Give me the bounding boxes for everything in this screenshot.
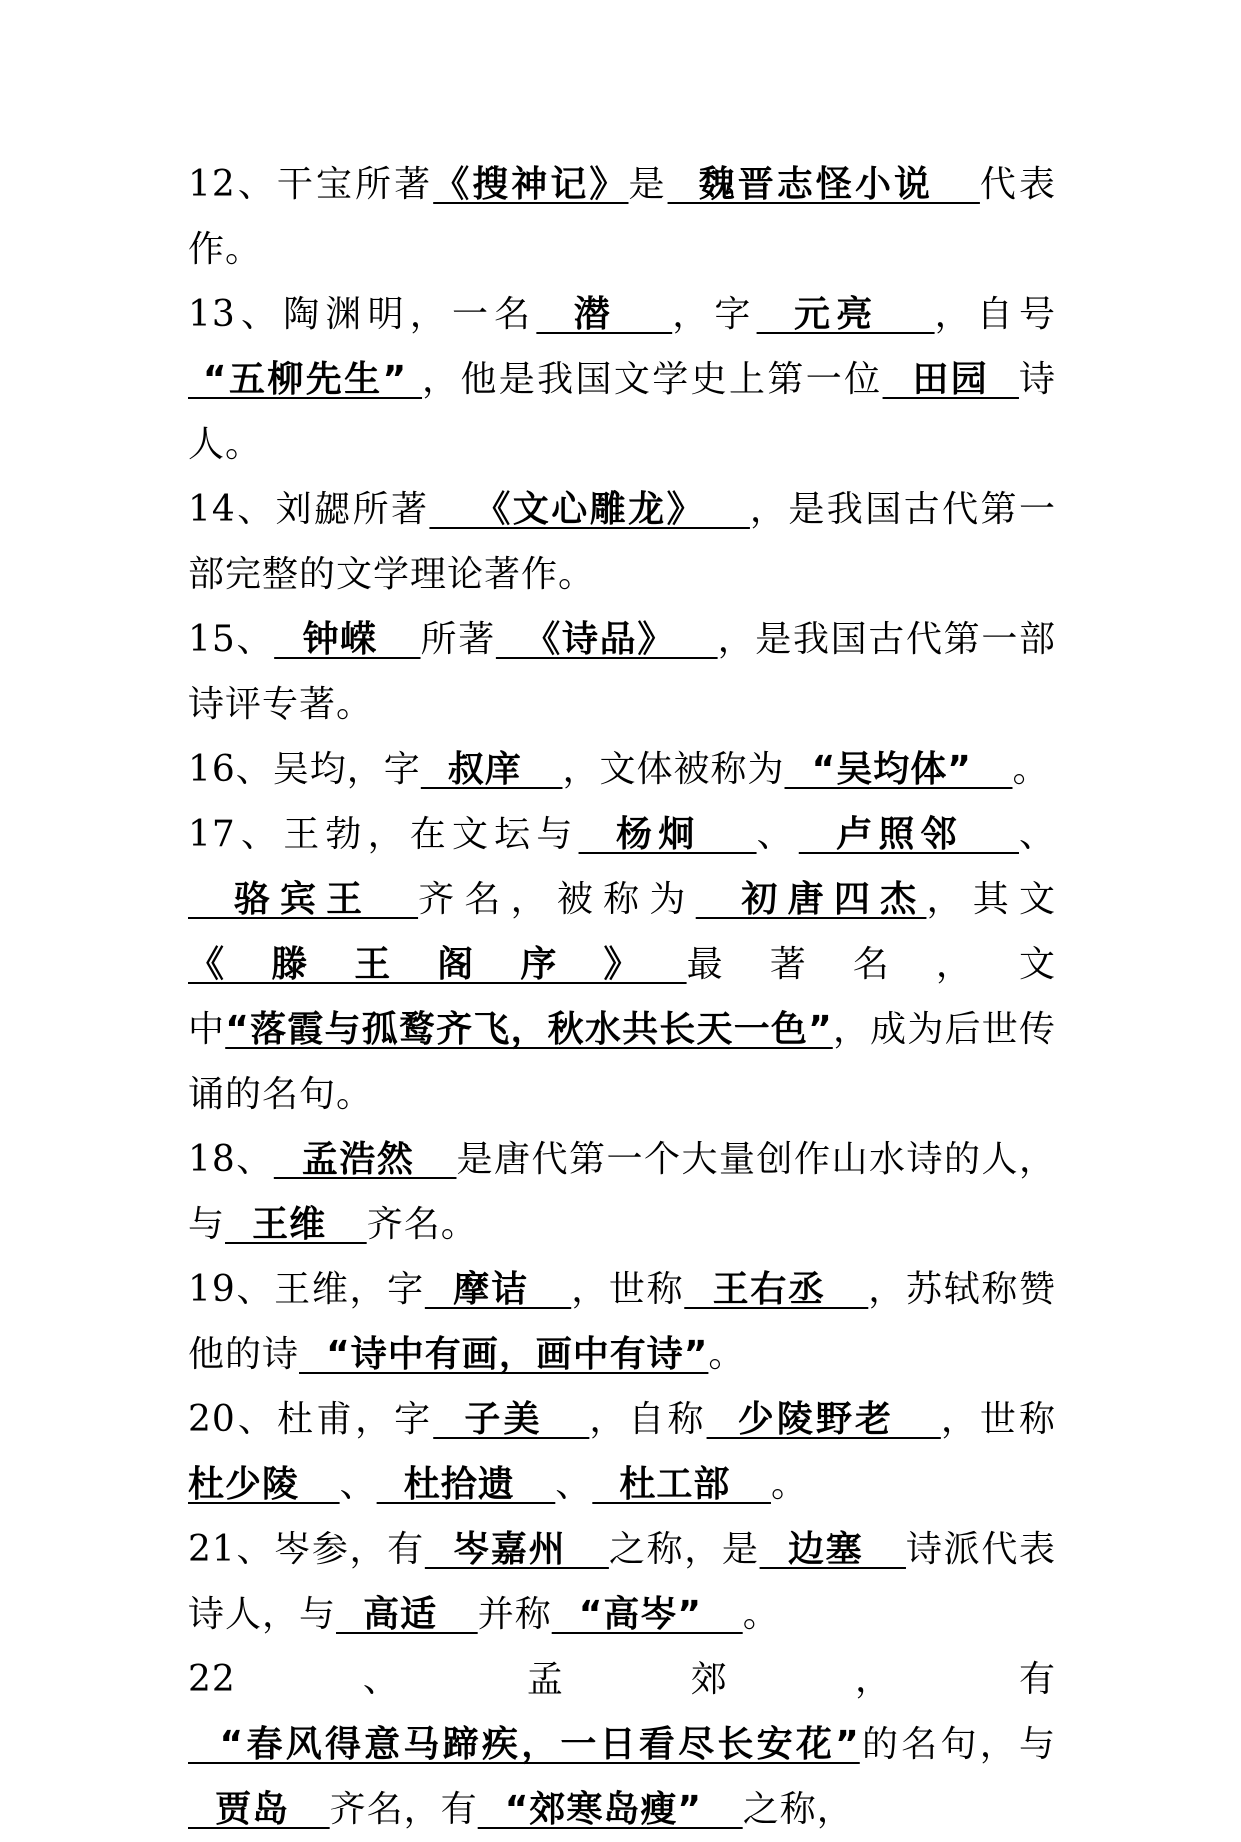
- question-text: ，自称: [589, 1399, 707, 1440]
- question-text: 15、: [188, 619, 275, 660]
- question-text: 齐名，有: [329, 1789, 478, 1830]
- question-text: 齐名，被称为: [418, 879, 696, 920]
- answer-blank: 元亮: [756, 294, 935, 335]
- answer-blank: 《滕王阁序》: [188, 944, 687, 985]
- question-text: 诗派代表诗人，与: [188, 1529, 1056, 1635]
- question-text: 、: [1018, 814, 1056, 855]
- question-12: [188, 152, 1056, 282]
- answer-blank: 魏晋志怪小说: [667, 164, 980, 205]
- question-text: 、: [339, 1464, 377, 1505]
- answer-blank: “五柳先生”: [188, 359, 423, 400]
- answer-blank: 潜: [536, 294, 673, 335]
- answer-blank: 岑嘉州: [424, 1529, 609, 1570]
- answer-blank: 《搜神记》: [433, 164, 629, 205]
- answer-blank: 杜工部: [592, 1464, 771, 1505]
- answer-blank: 王维: [225, 1204, 367, 1245]
- answer-blank: 田园: [882, 359, 1019, 400]
- question-text: 。: [708, 1334, 746, 1375]
- question-text: 代表作。: [188, 164, 1056, 270]
- question-16: [188, 737, 1056, 802]
- answer-blank: 《诗品》: [495, 619, 718, 660]
- question-text: ，世称: [940, 1399, 1056, 1440]
- question-text: 的名句，与: [859, 1724, 1056, 1765]
- answer-blank: 初唐四杰: [695, 879, 927, 920]
- question-text: 14、刘勰所著: [188, 489, 430, 530]
- question-text: ，他是我国文学史上第一位: [422, 359, 883, 400]
- question-text: 12、干宝所著: [188, 164, 434, 205]
- answer-blank: “吴均体”: [784, 749, 1013, 790]
- question-text: 19、王维，字: [188, 1269, 425, 1310]
- question-22: [188, 1647, 1056, 1842]
- question-text: 最著名，文中: [188, 944, 1056, 1050]
- question-text: 之称，: [742, 1789, 854, 1830]
- answer-blank: 子美: [433, 1399, 590, 1440]
- question-13: [188, 282, 1056, 477]
- question-text: 并称: [477, 1594, 552, 1635]
- question-text: 是: [628, 164, 668, 205]
- answer-blank: “郊寒岛瘦”: [477, 1789, 743, 1830]
- question-text: 22、孟郊，有: [188, 1659, 1056, 1700]
- question-text: ，是我国古代第一部诗评专著。: [188, 619, 1056, 725]
- question-text: 。: [1012, 749, 1050, 790]
- question-text: ，其文: [926, 879, 1056, 920]
- question-text: 是唐代第一个大量创作山水诗的人，与: [188, 1139, 1056, 1245]
- question-text: 、: [555, 1464, 593, 1505]
- answer-blank: 贾岛: [188, 1789, 330, 1830]
- answer-blank: 摩诘: [424, 1269, 572, 1310]
- question-text: 20、杜甫，字: [188, 1399, 434, 1440]
- question-text: 。: [742, 1594, 780, 1635]
- question-21: [188, 1517, 1056, 1647]
- answer-blank: “诗中有画，画中有诗”: [299, 1334, 709, 1375]
- question-text: ，字: [672, 294, 757, 335]
- question-text: 13、陶渊明，一名: [188, 294, 537, 335]
- answer-blank: “春风得意马蹄疾，一日看尽长安花”: [188, 1724, 860, 1765]
- answer-blank: 杨炯: [578, 814, 757, 855]
- question-text: 。: [770, 1464, 808, 1505]
- question-text: 21、岑参，有: [188, 1529, 425, 1570]
- answer-blank: 钟嵘: [274, 619, 421, 660]
- answer-blank: 骆宾王: [188, 879, 419, 920]
- answer-blank: 杜拾遗: [376, 1464, 556, 1505]
- question-text: ，世称: [571, 1269, 685, 1310]
- answer-blank: 边塞: [759, 1529, 906, 1570]
- question-14: [188, 477, 1056, 607]
- question-text: ，苏轼称赞他的诗: [188, 1269, 1056, 1375]
- question-text: 、: [756, 814, 799, 855]
- question-17: [188, 802, 1056, 1127]
- document-page: [188, 152, 1056, 1842]
- answer-blank: 《文心雕龙》: [429, 489, 750, 530]
- question-text: 17、王勃，在文坛与: [188, 814, 579, 855]
- question-15: [188, 607, 1056, 737]
- answer-blank: 少陵野老: [706, 1399, 941, 1440]
- answer-blank: 杜少陵: [188, 1464, 340, 1505]
- question-text: 18、: [188, 1139, 274, 1180]
- question-text: ，自号: [934, 294, 1056, 335]
- answer-blank: 卢照邻: [798, 814, 1019, 855]
- answer-blank: 叔庠: [420, 749, 563, 790]
- question-text: ，成为后世传诵的名句。: [188, 1009, 1056, 1115]
- answer-blank: 孟浩然: [273, 1139, 457, 1180]
- answer-blank: “落霞与孤鹜齐飞，秋水共长天一色”: [225, 1009, 833, 1050]
- question-text: ，文体被称为: [562, 749, 785, 790]
- answer-blank: 高适: [336, 1594, 478, 1635]
- question-18: [188, 1127, 1056, 1257]
- question-19: [188, 1257, 1056, 1387]
- question-text: ，是我国古代第一部完整的文学理论著作。: [188, 489, 1056, 595]
- question-text: 诗人。: [188, 359, 1056, 465]
- answer-blank: “高岑”: [551, 1594, 743, 1635]
- question-text: 所著: [420, 619, 496, 660]
- question-text: 16、吴均，字: [188, 749, 421, 790]
- question-text: 之称，是: [608, 1529, 760, 1570]
- question-20: [188, 1387, 1056, 1517]
- question-text: 齐名。: [366, 1204, 478, 1245]
- answer-blank: 王右丞: [684, 1269, 869, 1310]
